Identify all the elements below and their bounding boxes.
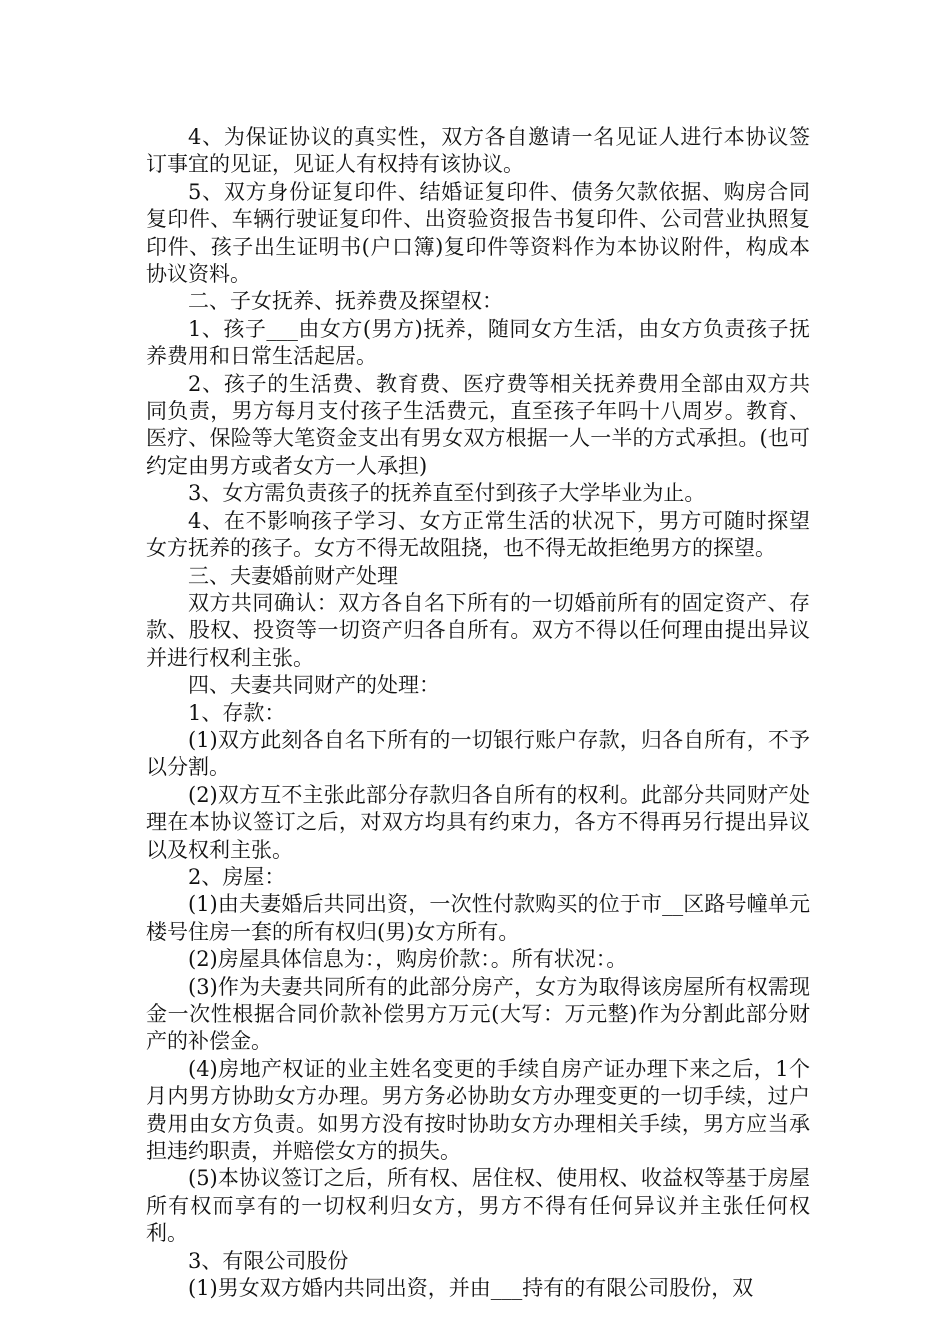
paragraph-child-expenses: 2、孩子的生活费、教育费、医疗费等相关抚养费用全部由双方共同负责，男方每月支付孩子生活费元，直至孩子年吗十八周岁。教育、医疗、保险等大笔资金支出有男女双方根据一人一半的方式承担。(也可约定由男方或者女方一人承担) bbox=[146, 371, 810, 478]
paragraph-house-2: (2)房屋具体信息为：，购房价款：。所有状况：。 bbox=[188, 947, 628, 972]
paragraph-premarital-property: 双方共同确认：双方各自名下所有的一切婚前所有的固定资产、存款、股权、投资等一切资产归各自所有。双方不得以任何理由提出异议并进行权利主张。 bbox=[146, 590, 810, 670]
section-heading-premarital-property: 三、夫妻婚前财产处理 bbox=[188, 563, 398, 588]
paragraph-support-until-graduation: 3、女方需负责孩子的抚养直至付到孩子大学毕业为止。 bbox=[188, 481, 706, 506]
paragraph-custody: 1、孩子___由女方(男方)抚养，随同女方生活，由女方负责孩子抚养费用和日常生活起居。 bbox=[146, 316, 810, 369]
paragraph-house-1: (1)由夫妻婚后共同出资，一次性付款购买的位于市__区路号幢单元楼号住房一套的所有权归(男)女方所有。 bbox=[146, 892, 810, 944]
paragraph-house-4: (4)房地产权证的业主姓名变更的手续自房产证办理下来之后，1个月内男方协助女方办理。男方务必协助女方办理变更的一切手续，过户费用由女方负责。如男方没有按时协助女方办理相关手续，男方应当承担违约职责，并赔偿女方的损失。 bbox=[146, 1056, 810, 1164]
section-heading-joint-property: 四、夫妻共同财产的处理： bbox=[188, 673, 440, 698]
subheading-deposits: 1、存款： bbox=[188, 700, 286, 725]
subheading-house: 2、房屋： bbox=[188, 864, 286, 889]
paragraph-attachments: 5、双方身份证复印件、结婚证复印件、债务欠款依据、购房合同复印件、车辆行驶证复印件、出资验资报告书复印件、公司营业执照复印件、孩子出生证明书(户口簿)复印件等资料作为本协议附件，构成本协议资料。 bbox=[146, 179, 810, 287]
subheading-company-shares: 3、有限公司股份 bbox=[188, 1248, 349, 1273]
paragraph-witness: 4、为保证协议的真实性，双方各自邀请一名见证人进行本协议签订事宜的见证，见证人有权持有该协议。 bbox=[146, 125, 810, 177]
section-heading-child-custody: 二、子女抚养、抚养费及探望权： bbox=[188, 289, 503, 314]
paragraph-deposits-1: (1)双方此刻各自名下所有的一切银行账户存款，归各自所有，不予以分割。 bbox=[146, 727, 810, 780]
paragraph-deposits-2: (2)双方互不主张此部分存款归各自所有的权利。此部分共同财产处理在本协议签订之后，对双方均具有约束力，各方不得再另行提出异议以及权利主张。 bbox=[146, 782, 810, 862]
paragraph-house-5: (5)本协议签订之后，所有权、居住权、使用权、收益权等基于房屋所有权而享有的一切权利归女方，男方不得有任何异议并主张任何权利。 bbox=[146, 1166, 810, 1246]
paragraph-house-3: (3)作为夫妻共同所有的此部分房产，女方为取得该房屋所有权需现金一次性根据合同价款补偿男方万元(大写：万元整)作为分割此部分财产的补偿金。 bbox=[146, 974, 810, 1054]
document-body bbox=[146, 124, 810, 1302]
paragraph-company-shares-1: (1)男女双方婚内共同出资，并由___持有的有限公司股份，双 bbox=[188, 1276, 754, 1301]
paragraph-visitation: 4、在不影响孩子学习、女方正常生活的状况下，男方可随时探望女方抚养的孩子。女方不得无故阻挠，也不得无故拒绝男方的探望。 bbox=[146, 508, 810, 561]
